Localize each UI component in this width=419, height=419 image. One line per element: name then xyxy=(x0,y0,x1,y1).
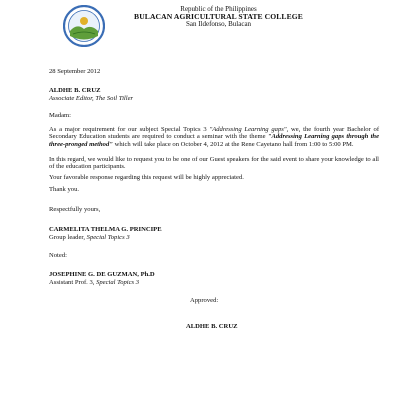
signer1-role xyxy=(49,234,379,241)
thank-you-line: Thank you. xyxy=(49,186,80,193)
p1-text-a: As a major requirement for our subject Special Topics 3 xyxy=(49,126,210,133)
p1-text-c: , we, the fourth year Bachelor of Secondary Education students are required to conduct a seminar with the theme xyxy=(49,126,380,141)
approved-label: Approved: xyxy=(190,297,219,304)
signer2-role-subject: Special Topics 3 xyxy=(96,278,140,286)
salutation: Madam: xyxy=(49,112,71,119)
paragraph-request xyxy=(49,126,379,148)
signer1-name: CARMELITA THELMA G. PRINCIPE xyxy=(49,226,162,233)
signer2-role-text: Assistant Prof. 3, xyxy=(49,278,97,286)
letterhead xyxy=(96,6,341,28)
letterhead-address: San Ildefonso, Bulacan xyxy=(185,19,252,28)
paragraph-response: Your favorable response regarding this request will be highly appreciated. xyxy=(49,174,244,181)
letterhead-institution: BULACAN AGRICULTURAL STATE COLLEGE xyxy=(134,12,303,22)
noted-label: Noted: xyxy=(49,252,67,259)
closing: Respectfully yours, xyxy=(49,206,101,213)
p1-text-e: which will take place on October 4, 2012 at the Rene Cayetano hall from 1:00 to 5:00 PM. xyxy=(112,140,354,148)
signer1-role-text: Group leader, xyxy=(49,233,87,241)
p1-seminar-theme: "Addressing Learning gaps through the three-pronged method" xyxy=(49,133,379,148)
approver-name: ALDHE B. CRUZ xyxy=(186,323,238,330)
paragraph-invitation: In this regard, we would like to request you to be one of our Guest speakers for the said event to share your knowledge to all of the education participants. xyxy=(49,156,379,171)
signer1-role-subject: Special Topics 3 xyxy=(86,233,130,241)
letterhead-country: Republic of the Philippines xyxy=(180,5,257,13)
signer2-role xyxy=(49,279,379,286)
signer2-name: JOSEPHINE G. DE GUZMAN, Ph.D xyxy=(49,271,155,278)
recipient-title: Associate Editor, The Soil Tiller xyxy=(49,94,134,102)
recipient-name: ALDHE B. CRUZ xyxy=(49,87,101,94)
letter-date: 28 September 2012 xyxy=(49,68,101,75)
p1-subject-title: "Addressing Learning gaps" xyxy=(209,126,287,133)
